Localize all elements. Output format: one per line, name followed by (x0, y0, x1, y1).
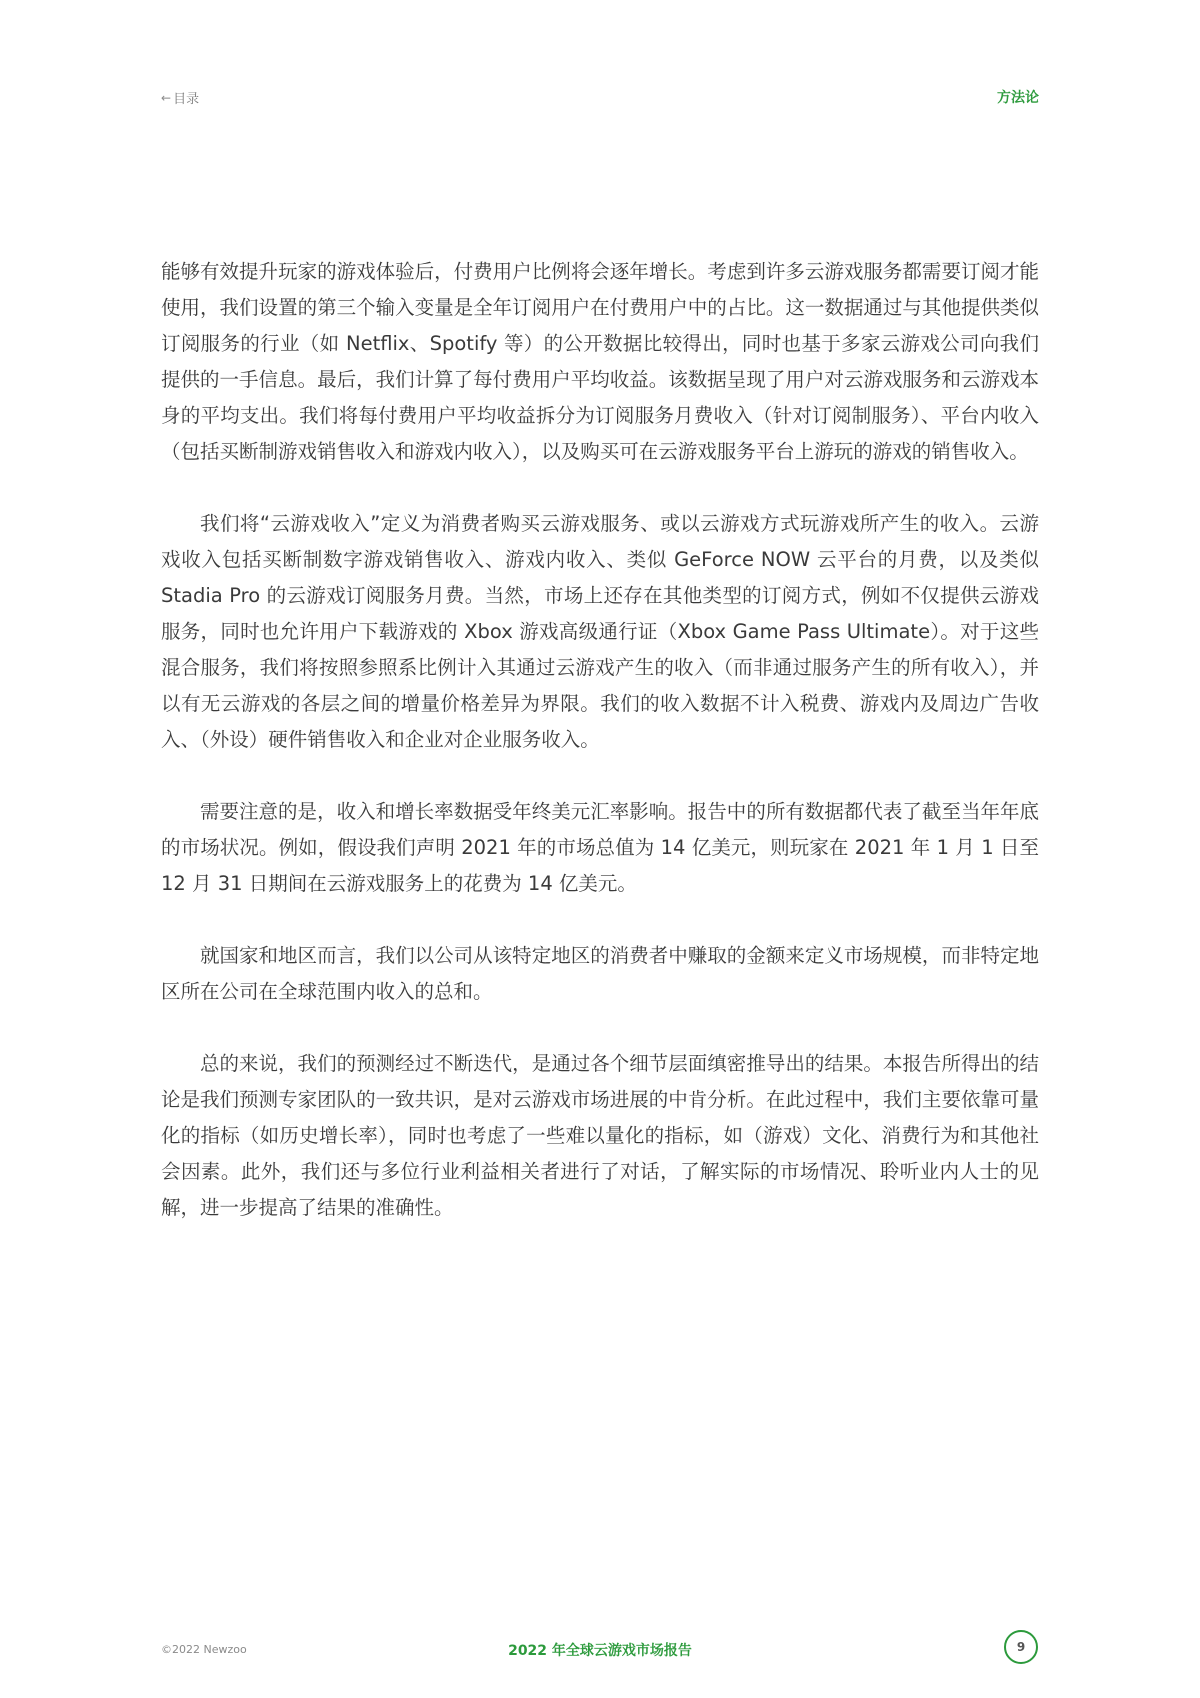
paragraph-4: 就国家和地区而言，我们以公司从该特定地区的消费者中赚取的金额来定义市场规模，而非特定地区所在公司在全球范围内收入的总和。 (161, 944, 1039, 1003)
copyright-notice: ©2022 Newzoo (161, 1643, 247, 1656)
body-content (161, 254, 1039, 1262)
page-number: 9 (1016, 1640, 1026, 1654)
toc-link-label: 目录 (173, 92, 200, 107)
paragraph-2: 我们将“云游戏收入”定义为消费者购买云游戏服务、或以云游戏方式玩游戏所产生的收入。云游戏收入包括买断制数字游戏销售收入、游戏内收入、类似 GeForce NOW 云平台的月费，以及类似 Stadia Pro 的云游戏订阅服务月费。当然，市场上还存在其他类型的订阅方式，例如不仅提供云游戏服务，同时也允许用户下载游戏的 Xbox 游戏高级通行证（Xbox Game Pass Ultimate）。对于这些混合服务，我们将按照参照系比例计入其通过云游戏产生的收入（而非通过服务产生的所有收入），并以有无云游戏的各层之间的增量价格差异为界限。我们的收入数据不计入税费、游戏内及周边广告收入、（外设）硬件销售收入和企业对企业服务收入。 (161, 512, 1039, 751)
report-title: 2022 年全球云游戏市场报告 (508, 1643, 692, 1659)
paragraph-5: 总的来说，我们的预测经过不断迭代，是通过各个细节层面缜密推导出的结果。本报告所得出的结论是我们预测专家团队的一致共识，是对云游戏市场进展的中肯分析。在此过程中，我们主要依靠可量化的指标（如历史增长率），同时也考虑了一些难以量化的指标，如（游戏）文化、消费行为和其他社会因素。此外，我们还与多位行业利益相关者进行了对话，了解实际的市场情况、聆听业内人士的见解，进一步提高了结果的准确性。 (161, 1052, 1039, 1219)
paragraph-1: 能够有效提升玩家的游戏体验后，付费用户比例将会逐年增长。考虑到许多云游戏服务都需要订阅才能使用，我们设置的第三个输入变量是全年订阅用户在付费用户中的占比。这一数据通过与其他提供类似订阅服务的行业（如 Netflix、Spotify 等）的公开数据比较得出，同时也基于多家云游戏公司向我们提供的一手信息。最后，我们计算了每付费用户平均收益。该数据呈现了用户对云游戏服务和云游戏本身的平均支出。我们将每付费用户平均收益拆分为订阅服务月费收入（针对订阅制服务）、平台内收入（包括买断制游戏销售收入和游戏内收入），以及购买可在云游戏服务平台上游玩的游戏的销售收入。 (161, 260, 1039, 463)
page-number-badge (1004, 1630, 1038, 1664)
section-title: 方法论 (997, 90, 1039, 106)
paragraph-3: 需要注意的是，收入和增长率数据受年终美元汇率影响。报告中的所有数据都代表了截至当年年底的市场状况。例如，假设我们声明 2021 年的市场总值为 14 亿美元，则玩家在 2021 年 1 月 1 日至 12 月 31 日期间在云游戏服务上的花费为 14 亿美元。 (161, 800, 1039, 895)
table-of-contents-link[interactable] (161, 88, 199, 107)
arrow-left-icon: ← (161, 90, 172, 105)
